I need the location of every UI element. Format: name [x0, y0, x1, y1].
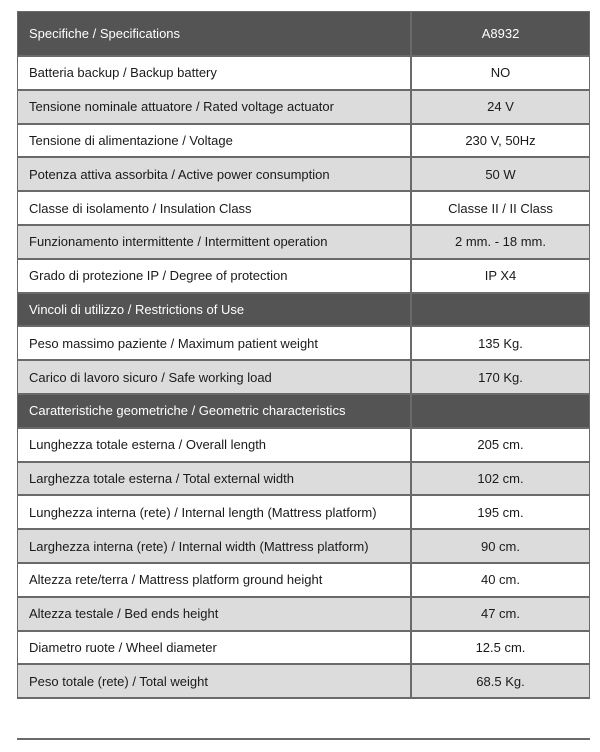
table-row — [17, 530, 590, 564]
section-title: Caratteristiche geometriche / Geometric characteristics — [17, 395, 412, 429]
spec-value: 230 V, 50Hz — [412, 125, 590, 159]
spec-label: Classe di isolamento / Insulation Class — [17, 192, 412, 226]
table-row — [17, 564, 590, 598]
table-header-row — [17, 11, 590, 57]
section-header-row — [17, 395, 590, 429]
spec-label: Diametro ruote / Wheel diameter — [17, 632, 412, 666]
spec-label: Larghezza interna (rete) / Internal width (Mattress platform) — [17, 530, 412, 564]
specifications-table-body — [17, 11, 590, 699]
table-row — [17, 665, 590, 699]
table-row — [17, 429, 590, 463]
spec-value: 2 mm. - 18 mm. — [412, 226, 590, 260]
table-row — [17, 91, 590, 125]
table-row — [17, 226, 590, 260]
table-row — [17, 327, 590, 361]
spec-label: Peso totale (rete) / Total weight — [17, 665, 412, 699]
table-row — [17, 192, 590, 226]
spec-value: 68.5 Kg. — [412, 665, 590, 699]
spec-label: Batteria backup / Backup battery — [17, 57, 412, 91]
section-header-row — [17, 294, 590, 328]
spec-value: 205 cm. — [412, 429, 590, 463]
spec-value: 170 Kg. — [412, 361, 590, 395]
spec-label: Altezza testale / Bed ends height — [17, 598, 412, 632]
table-row — [17, 361, 590, 395]
spec-label: Tensione nominale attuatore / Rated voltage actuator — [17, 91, 412, 125]
spec-label: Peso massimo paziente / Maximum patient weight — [17, 327, 412, 361]
spec-value: 195 cm. — [412, 496, 590, 530]
spec-label: Altezza rete/terra / Mattress platform ground height — [17, 564, 412, 598]
spec-value: 24 V — [412, 91, 590, 125]
header-label: Specifiche / Specifications — [17, 11, 412, 57]
table-row — [17, 632, 590, 666]
table-bottom-border — [17, 738, 590, 740]
spec-label: Grado di protezione IP / Degree of protection — [17, 260, 412, 294]
spec-value: 102 cm. — [412, 463, 590, 497]
specifications-table — [17, 11, 590, 699]
spec-label: Tensione di alimentazione / Voltage — [17, 125, 412, 159]
spec-value: 47 cm. — [412, 598, 590, 632]
table-row — [17, 57, 590, 91]
spec-value: 50 W — [412, 158, 590, 192]
header-model: A8932 — [412, 11, 590, 57]
spec-value: 40 cm. — [412, 564, 590, 598]
spec-value: 12.5 cm. — [412, 632, 590, 666]
table-row — [17, 260, 590, 294]
table-row — [17, 125, 590, 159]
section-value-cell — [412, 395, 590, 429]
table-row — [17, 496, 590, 530]
spec-value: 90 cm. — [412, 530, 590, 564]
section-value-cell — [412, 294, 590, 328]
spec-label: Funzionamento intermittente / Intermittent operation — [17, 226, 412, 260]
spec-label: Larghezza totale esterna / Total external width — [17, 463, 412, 497]
spec-value: Classe II / II Class — [412, 192, 590, 226]
table-row — [17, 463, 590, 497]
spec-label: Carico di lavoro sicuro / Safe working load — [17, 361, 412, 395]
table-row — [17, 158, 590, 192]
spec-label: Lunghezza totale esterna / Overall length — [17, 429, 412, 463]
spec-value: 135 Kg. — [412, 327, 590, 361]
table-row — [17, 598, 590, 632]
spec-label: Lunghezza interna (rete) / Internal length (Mattress platform) — [17, 496, 412, 530]
section-title: Vincoli di utilizzo / Restrictions of Use — [17, 294, 412, 328]
spec-value: IP X4 — [412, 260, 590, 294]
spec-label: Potenza attiva assorbita / Active power consumption — [17, 158, 412, 192]
spec-value: NO — [412, 57, 590, 91]
